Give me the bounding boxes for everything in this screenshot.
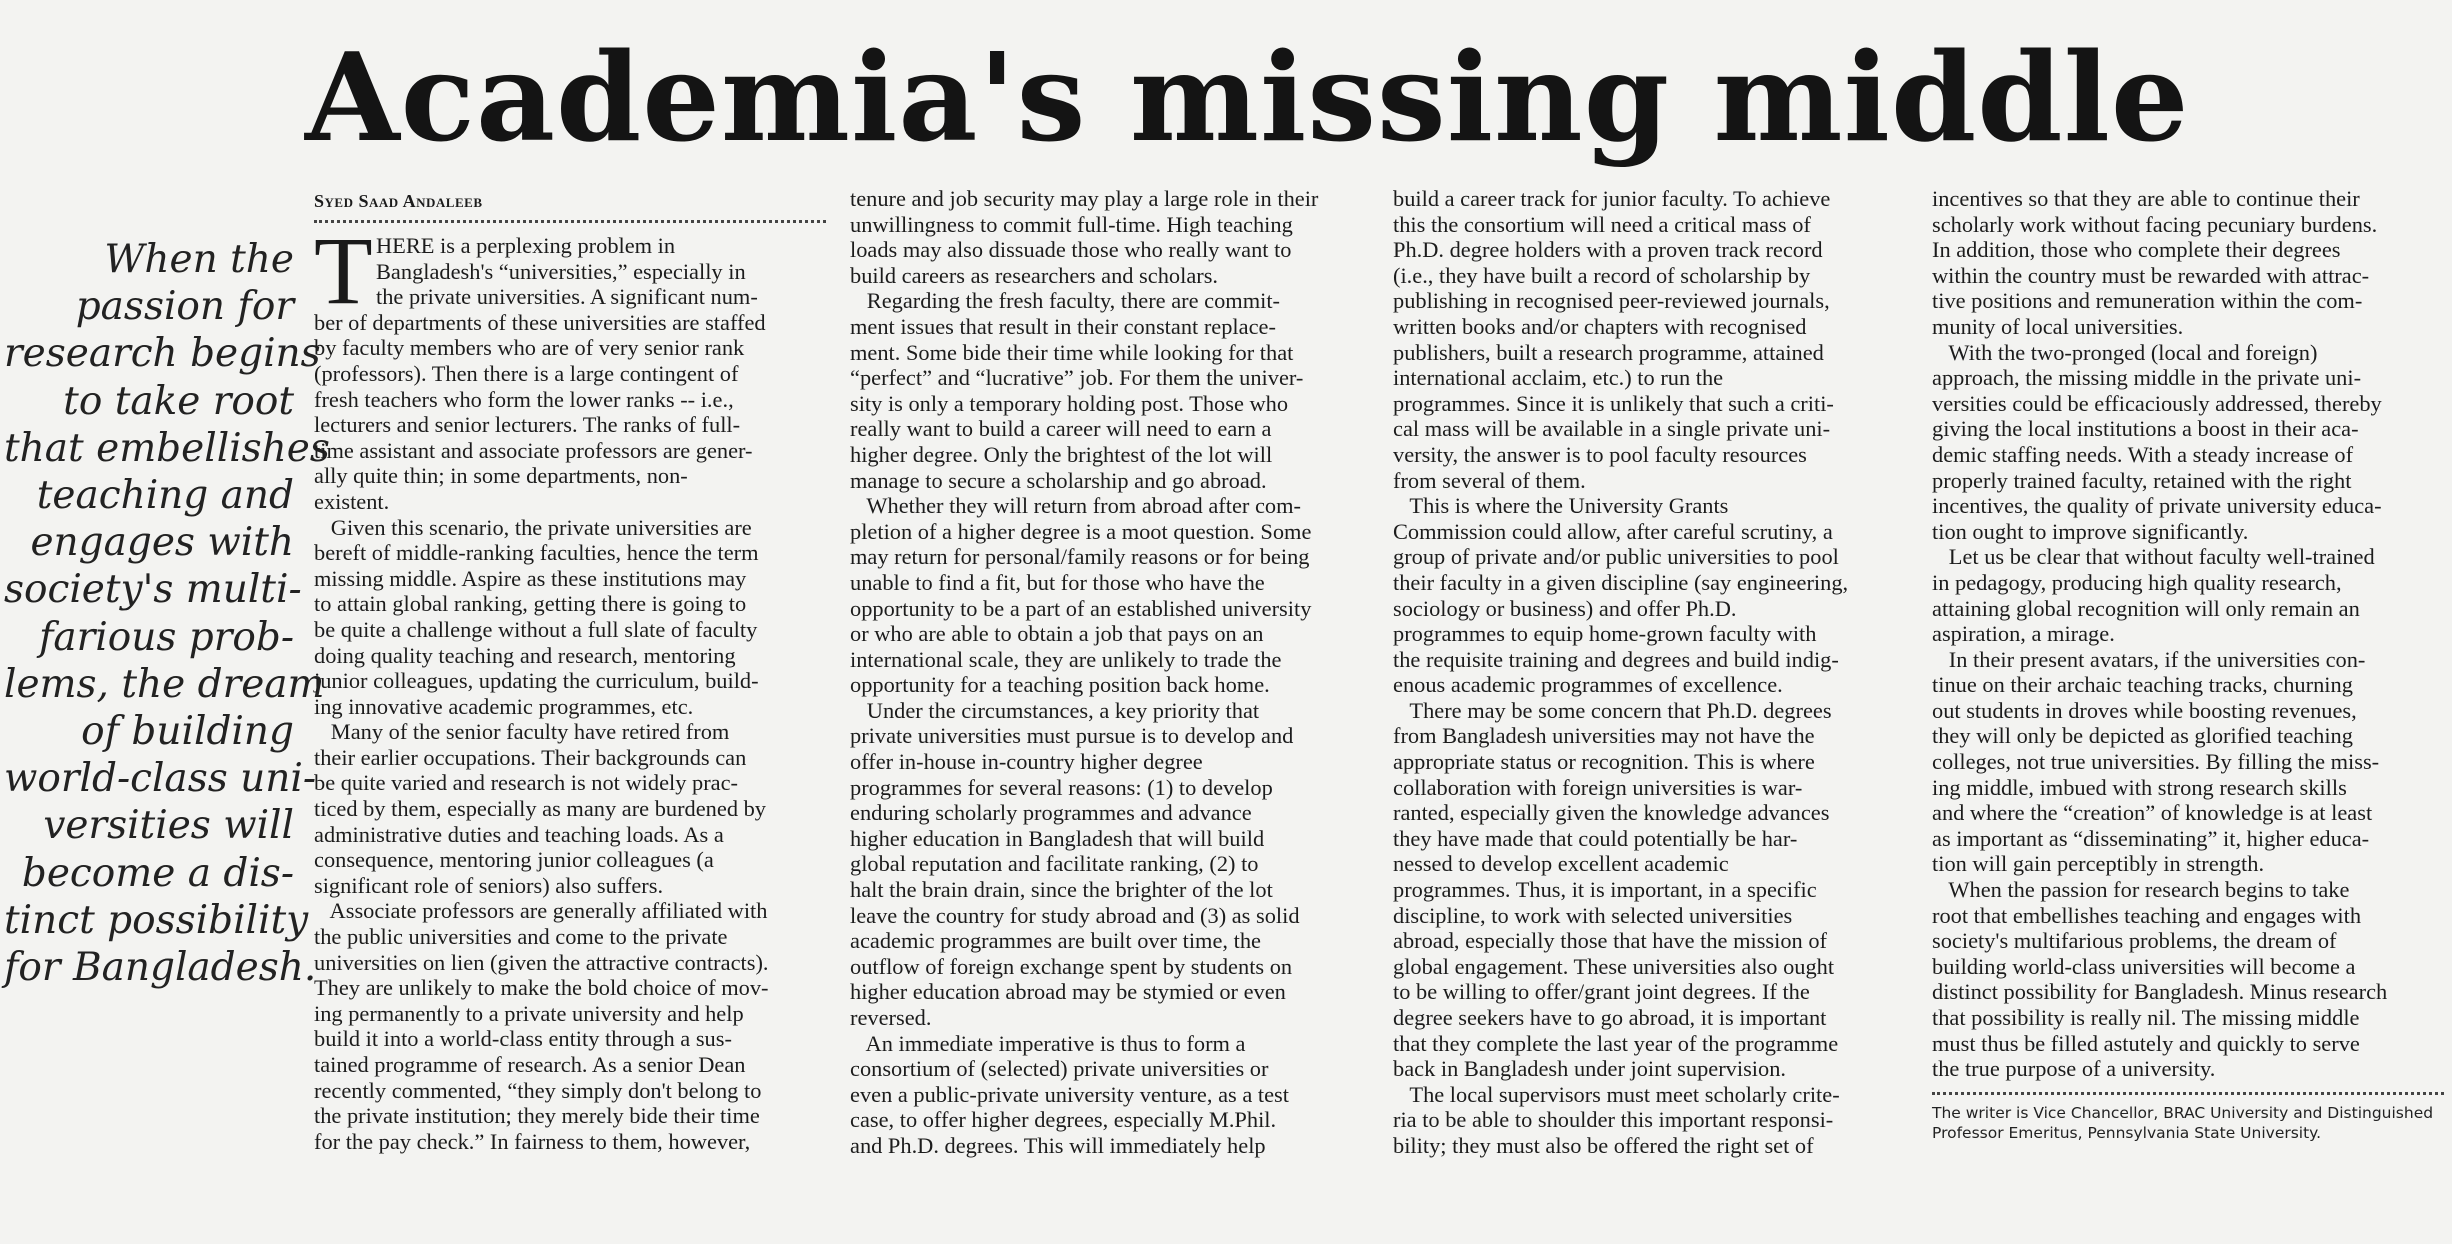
pull-quote-line: teaching and [36, 473, 294, 519]
text-line: With the two-pronged (local and foreign) [1932, 339, 2318, 365]
text-line: lecturers and senior lecturers. The ranks of full- [314, 412, 741, 438]
text-line: They are unlikely to make the bold choice of mov- [314, 975, 769, 1001]
text-line: appropriate status or recognition. This is where [1393, 749, 1815, 775]
text-line: ranted, especially given the knowledge advances [1393, 800, 1830, 826]
byline-divider [314, 220, 826, 223]
text-line: their earlier occupations. Their backgrounds can [314, 744, 747, 770]
text-line: root that embellishes teaching and engages with [1932, 902, 2362, 928]
pull-quote-line: versities will [43, 803, 294, 849]
pull-quote [4, 236, 330, 991]
text-line: the private institution; they merely bide their time [314, 1103, 760, 1129]
text-line: tion ought to improve significantly. [1932, 518, 2249, 544]
text-line: Under the circumstances, a key priority that [850, 697, 1260, 723]
text-line: pletion of a higher degree is a moot question. Some [850, 518, 1312, 544]
text-line: and Ph.D. degrees. This will immediately help [850, 1132, 1266, 1158]
footnote-line: Professor Emeritus, Pennsylvania State University. [1932, 1123, 2322, 1142]
pull-quote-line: lems, the dream [4, 661, 325, 707]
text-line: administrative duties and teaching loads. As a [314, 821, 724, 847]
text-line: the true purpose of a university. [1932, 1056, 2216, 1082]
text-line: ing permanently to a private university and help [314, 1000, 744, 1026]
text-line: even a public-private university venture, as a test [850, 1081, 1289, 1107]
text-line: offer in-house in-country higher degree [850, 749, 1203, 775]
text-line: nessed to develop excellent academic [1393, 851, 1729, 877]
text-line: as important as “disseminating” it, higher educa- [1932, 825, 2370, 851]
text-line: munity of local universities. [1932, 313, 2184, 339]
footnote-divider [1932, 1092, 2444, 1095]
text-line: programmes. Thus, it is important, in a specific [1393, 877, 1817, 903]
text-line: group of private and/or public universities to pool [1393, 544, 1839, 570]
text-line: fresh teachers who form the lower ranks -- i.e., [314, 386, 734, 412]
text-line: When the passion for research begins to take [1932, 877, 2350, 903]
text-line: building world-class universities will become a [1932, 953, 2356, 979]
text-line: that they complete the last year of the programme [1393, 1030, 1839, 1056]
text-line: approach, the missing middle in the private uni- [1932, 365, 2362, 391]
text-line: incentives so that they are able to continue their [1932, 186, 2360, 211]
text-line: opportunity to be a part of an established university [850, 595, 1312, 621]
text-line: (i.e., they have built a record of scholarship by [1393, 262, 1811, 288]
text-line: degree seekers have to go abroad, it is important [1393, 1005, 1827, 1030]
text-line: enduring scholarly programmes and advance [850, 800, 1252, 826]
text-line: build careers as researchers and scholars. [850, 262, 1219, 288]
text-line: from Bangladesh universities may not have the [1393, 723, 1815, 749]
drop-cap: T [314, 217, 373, 324]
text-line: Given this scenario, the private universities are [314, 514, 752, 540]
text-line: halt the brain drain, since the brighter of the lot [850, 877, 1273, 903]
pull-quote-line: When the [104, 237, 294, 282]
text-line: in pedagogy, producing high quality research, [1932, 569, 2342, 595]
text-line: consequence, mentoring junior colleagues (a [314, 847, 714, 873]
text-line: international acclaim, etc.) to run the [1393, 365, 1724, 391]
text-line: be quite a challenge without a full slate of faculty [314, 616, 758, 642]
text-line: tinue on their archaic teaching tracks, churning [1932, 672, 2353, 698]
text-line: they will only be depicted as glorified teaching [1932, 723, 2353, 749]
text-line: opportunity for a teaching position back home. [850, 672, 1270, 698]
text-line: tained programme of research. As a senior Dean [314, 1052, 746, 1077]
text-line: they have made that could potentially be har- [1393, 825, 1798, 851]
text-line: must thus be filled astutely and quickly to serve [1932, 1030, 2360, 1056]
text-line: academic programmes are built over time, the [850, 928, 1261, 954]
text-line: Many of the senior faculty have retired from [314, 719, 730, 745]
text-line: cal mass will be available in a single private uni- [1393, 416, 1831, 442]
pull-quote-line: engages with [30, 520, 294, 566]
text-line: recently commented, “they simply don't belong to [314, 1077, 762, 1103]
text-line: written books and/or chapters with recognised [1393, 313, 1807, 339]
pull-quote-line: tinct possibility [4, 897, 309, 943]
pull-quote-line: farious prob- [38, 614, 294, 660]
pull-quote-line: become a dis- [21, 850, 294, 896]
pull-quote-line: of building [81, 709, 294, 755]
text-line: higher degree. Only the brightest of the lot will [850, 441, 1273, 467]
text-line: international scale, they are unlikely to trade the [850, 646, 1282, 672]
text-line: loads may also dissuade those who really want to [850, 237, 1292, 263]
column-1 [314, 188, 826, 1154]
text-line: ria to be able to shoulder this important responsi- [1393, 1107, 1834, 1133]
author-footnote [1932, 1103, 2444, 1143]
text-line: and where the “creation” of knowledge is at least [1932, 800, 2373, 826]
text-line: properly trained faculty, retained with the right [1932, 467, 2352, 493]
text-line: ticed by them, especially as many are burdened by [314, 796, 766, 822]
text-line: bility; they must also be offered the right set of [1393, 1132, 1814, 1158]
text-line: global engagement. These universities also ought [1393, 953, 1835, 979]
text-line: “perfect” and “lucrative” job. For them the univer- [850, 365, 1304, 391]
text-line: An immediate imperative is thus to form a [850, 1030, 1246, 1056]
text-line: programmes to equip home-grown faculty with [1393, 621, 1817, 647]
text-line: ment issues that result in their constant replace- [850, 313, 1276, 339]
text-line: bereft of middle-ranking faculties, hence the term [314, 540, 759, 566]
footnote-line: The writer is Vice Chancellor, BRAC University and Distinguished [1932, 1103, 2434, 1122]
text-line: case, to offer higher degrees, especially M.Phil. [850, 1107, 1277, 1133]
pull-quote-line: society's multi- [4, 567, 302, 613]
text-line: Let us be clear that without faculty well-trained [1932, 544, 2375, 570]
text-line: sociology or business) and offer Ph.D. [1393, 595, 1737, 621]
text-line: publishers, built a research programme, attained [1393, 339, 1824, 365]
text-line: significant role of seniors) also suffers. [314, 872, 664, 898]
text-line: Whether they will return from abroad after com- [850, 493, 1301, 519]
byline: Syed Saad Andaleeb [314, 191, 483, 211]
text-line: missing middle. Aspire as these institutions may [314, 565, 747, 591]
text-line: sity is only a temporary holding post. Those who [850, 390, 1289, 416]
text-line: their faculty in a given discipline (say engineering, [1393, 569, 1849, 595]
text-line: build it into a world-class entity through a sus- [314, 1026, 732, 1052]
text-line: be quite varied and research is not widely prac- [314, 770, 739, 796]
text-line: Ph.D. degree holders with a proven track record [1393, 237, 1823, 263]
text-line: versity, the answer is to pool faculty resources [1393, 441, 1807, 467]
text-line: reversed. [850, 1005, 932, 1030]
pull-quote-line: research begins [4, 331, 321, 377]
text-line: back in Bangladesh under joint supervision. [1393, 1056, 1787, 1082]
text-line: really want to build a career will need to earn a [850, 416, 1272, 442]
text-line: junior colleagues, updating the curriculum, build- [314, 668, 759, 694]
text-line: that possibility is really nil. The missing middle [1932, 1005, 2360, 1030]
text-line: ber of departments of these universities are staffed [314, 309, 766, 335]
text-line: The local supervisors must meet scholarly crite- [1393, 1081, 1840, 1107]
text-line: In addition, those who complete their degrees [1932, 237, 2341, 263]
text-line: higher education abroad may be stymied or even [850, 979, 1286, 1005]
text-line: colleges, not true universities. By filling the miss- [1932, 749, 2380, 775]
headline: Academia's missing middle [305, 25, 2190, 169]
text-line: out students in droves while boosting revenues, [1932, 697, 2357, 723]
text-line: discipline, to work with selected universities [1393, 902, 1793, 928]
text-line: manage to secure a scholarship and go abroad. [850, 467, 1267, 493]
text-line: within the country must be rewarded with attrac- [1932, 262, 2370, 288]
text-line: Commission could allow, after careful scrutiny, a [1393, 518, 1833, 544]
text-line: to be willing to offer/grant joint degrees. If the [1393, 979, 1810, 1005]
column-4 [1932, 186, 2444, 1143]
pull-quote-line: to take root [63, 378, 294, 424]
text-line: collaboration with foreign universities is war- [1393, 774, 1803, 800]
text-line: unwillingness to commit full-time. High teaching [850, 211, 1293, 237]
text-line: build a career track for junior faculty. To achieve [1393, 186, 1831, 211]
text-line: leave the country for study abroad and (3) as solid [850, 902, 1300, 928]
text-line: from several of them. [1393, 467, 1586, 493]
text-line: unable to find a fit, but for those who have the [850, 569, 1265, 595]
column-2 [850, 186, 1362, 1159]
text-line: higher education in Bangladesh that will build [850, 825, 1265, 851]
text-line: by faculty members who are of very senior rank [314, 335, 745, 361]
text-line: versities could be efficaciously addressed, thereby [1932, 390, 2382, 416]
text-line: universities on lien (given the attractive contracts). [314, 949, 769, 975]
text-line: programmes. Since it is unlikely that such a criti- [1393, 390, 1834, 416]
text-line: programmes for several reasons: (1) to develop [850, 774, 1273, 800]
text-line: the private universities. A significant num- [376, 284, 758, 310]
text-line: abroad, especially those that have the mission of [1393, 928, 1828, 954]
text-line: There may be some concern that Ph.D. degrees [1393, 697, 1832, 723]
text-line: distinct possibility for Bangladesh. Minus research [1932, 979, 2388, 1005]
text-line: private universities must pursue is to develop and [850, 723, 1294, 749]
text-line: the public universities and come to the private [314, 924, 728, 950]
text-line: consortium of (selected) private universities or [850, 1056, 1269, 1082]
pull-quote-line: passion for [75, 284, 294, 330]
text-line: Bangladesh's “universities,” especially in [376, 258, 746, 284]
text-line: Regarding the fresh faculty, there are commit- [850, 288, 1281, 314]
pull-quote-line: for Bangladesh. [4, 945, 317, 991]
text-line: to attain global ranking, getting there is going to [314, 591, 747, 617]
text-line: enous academic programmes of excellence. [1393, 672, 1783, 698]
text-line: outflow of foreign exchange spent by students on [850, 953, 1293, 979]
text-line: ing innovative academic programmes, etc. [314, 693, 694, 719]
text-line: doing quality teaching and research, mentoring [314, 642, 736, 668]
text-line: Associate professors are generally affiliated with [314, 898, 768, 924]
text-line: HERE is a perplexing problem in [376, 233, 676, 258]
text-line: ment. Some bide their time while looking for that [850, 339, 1294, 365]
text-line: ally quite thin; in some departments, non- [314, 463, 688, 489]
text-line: this the consortium will need a critical mass of [1393, 211, 1811, 237]
text-line: incentives, the quality of private university educa- [1932, 493, 2382, 519]
text-line: or who are able to obtain a job that pays on an [850, 621, 1264, 647]
text-line: time assistant and associate professors are gener- [314, 437, 753, 463]
column-3 [1393, 186, 1905, 1159]
text-line: In their present avatars, if the universities con- [1932, 646, 2366, 672]
text-line: demic staffing needs. With a steady increase of [1932, 441, 2354, 467]
text-line: the requisite training and degrees and build indig- [1393, 646, 1839, 672]
text-line: global reputation and facilitate ranking, (2) to [850, 851, 1259, 877]
text-line: may return for personal/family reasons or for being [850, 544, 1310, 570]
text-line: society's multifarious problems, the dream of [1932, 928, 2337, 954]
text-line: publishing in recognised peer-reviewed journals, [1393, 288, 1830, 314]
text-line: scholarly work without facing pecuniary burdens. [1932, 211, 2378, 237]
text-line: existent. [314, 488, 390, 514]
text-line: for the pay check.” In fairness to them, however, [314, 1128, 751, 1154]
text-line: attaining global recognition will only remain an [1932, 595, 2360, 621]
text-line: tive positions and remuneration within the com- [1932, 288, 2363, 314]
text-line: ing middle, imbued with strong research skills [1932, 774, 2347, 800]
text-line: (professors). Then there is a large contingent of [314, 360, 739, 386]
text-line: tenure and job security may play a large role in their [850, 186, 1319, 211]
text-line: tion will gain perceptibly in strength. [1932, 851, 2265, 877]
text-line: giving the local institutions a boost in their aca- [1932, 416, 2359, 442]
pull-quote-line: that embellishes [4, 425, 330, 471]
text-line: aspiration, a mirage. [1932, 621, 2115, 647]
text-line: This is where the University Grants [1393, 493, 1729, 519]
pull-quote-line: world-class uni- [4, 756, 316, 802]
